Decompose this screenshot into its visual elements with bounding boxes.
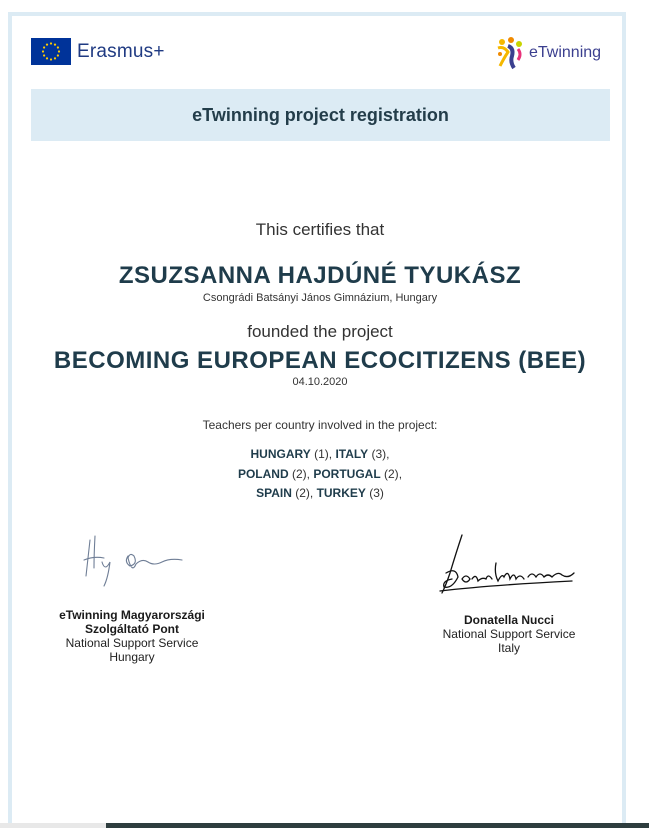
country-count: (2)	[295, 486, 310, 500]
signatory-left	[46, 608, 218, 664]
etwinning-logo	[494, 36, 601, 70]
signature-left	[50, 528, 210, 598]
signatory-name: Donatella Nucci	[463, 613, 555, 627]
bottom-strip	[0, 823, 649, 828]
country-name: HUNGARY	[250, 447, 311, 461]
country-name: TURKEY	[316, 486, 366, 500]
signatory-org-line2: Szolgáltató Pont	[85, 622, 179, 636]
signatory-right	[430, 613, 588, 655]
founded-text: founded the project	[247, 322, 393, 341]
page-title: eTwinning project registration	[192, 104, 449, 125]
country-list	[0, 445, 640, 504]
country-count: (3)	[369, 486, 384, 500]
certifies-text: This certifies that	[255, 220, 385, 239]
country-count: (3)	[371, 447, 387, 461]
signatory-role: National Support Service	[442, 627, 576, 641]
eu-flag-icon	[31, 38, 71, 65]
erasmus-logo	[31, 38, 165, 65]
country-line-3: SPAIN (2), TURKEY (3)	[256, 486, 384, 500]
country-name: SPAIN	[256, 486, 292, 500]
country-count: (1)	[314, 447, 329, 461]
etwinning-wordmark: eTwinning	[529, 44, 602, 61]
country-name: ITALY	[335, 447, 369, 461]
etwinning-people-icon	[494, 36, 528, 70]
country-count: (2)	[291, 466, 307, 481]
school-name: Csongrádi Batsányi János Gimnázium, Hungary	[202, 292, 438, 304]
project-date: 04.10.2020	[292, 376, 348, 388]
country-line-1: HUNGARY (1), ITALY (3),	[250, 447, 390, 461]
project-name: BECOMING EUROPEAN ECOCITIZENS (BEE)	[53, 347, 587, 374]
title-banner	[31, 89, 610, 141]
country-name: PORTUGAL	[313, 466, 381, 481]
country-line-2: POLAND (2), PORTUGAL (2),	[237, 466, 403, 481]
recipient-name: ZSUZSANNA HAJDÚNÉ TYUKÁSZ	[118, 262, 522, 289]
signatory-country: Hungary	[109, 650, 155, 664]
signatory-role: National Support Service	[65, 636, 199, 650]
country-count: (2)	[384, 466, 399, 481]
signatory-org-line1: eTwinning Magyarországi	[59, 608, 205, 622]
signature-right	[432, 533, 582, 598]
country-name: POLAND	[237, 466, 289, 481]
teachers-label: Teachers per country involved in the project:	[202, 418, 438, 432]
signatory-country: Italy	[497, 641, 520, 655]
erasmus-wordmark: Erasmus+	[77, 40, 165, 62]
